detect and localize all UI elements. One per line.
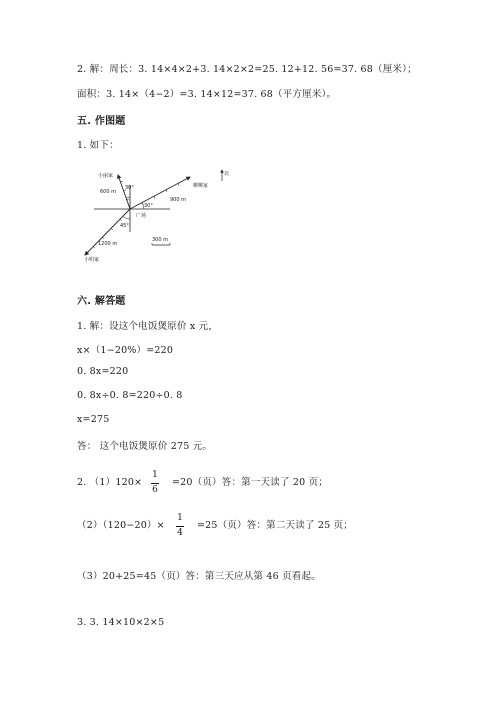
q2-part-1-suffix: =20（页）答：第一天读了 20 页； xyxy=(172,477,328,488)
angle-arc-north xyxy=(126,197,130,198)
label-300m-scale: 300 m xyxy=(152,237,169,243)
angle-label-east: 30° xyxy=(144,203,153,209)
q2-part-1-prefix: 2. （1）120× xyxy=(77,477,143,488)
north-label: 北 xyxy=(224,171,230,177)
label-xiaoming-home: 小明家 xyxy=(84,257,100,263)
q2-part-3: （3）20+25=45（页）答：第三天应从第 46 页看起。 xyxy=(77,571,321,582)
direction-liuliu xyxy=(130,177,190,209)
angle-label-southwest: 45° xyxy=(120,223,129,229)
q1-line-3: 0. 8x=220 xyxy=(77,366,129,377)
fraction-denominator: 4 xyxy=(177,528,183,538)
q2-part-2-suffix: =25（页）答：第二天读了 25 页； xyxy=(197,520,353,531)
q2-area-line: 面积：3. 14×（4−2）=3. 14×12=37. 68（平方厘米）。 xyxy=(77,89,337,100)
direction-xiaoli xyxy=(118,175,130,209)
section-5-heading: 五. 作图题 xyxy=(77,116,126,127)
fraction-denominator: 6 xyxy=(152,485,158,495)
label-600m: 600 m xyxy=(100,189,117,195)
label-1200m: 1200 m xyxy=(98,241,118,247)
fraction-bar xyxy=(176,526,184,527)
label-900m: 900 m xyxy=(170,197,187,203)
q1-answer: 答： 这个电饭煲原价 275 元。 xyxy=(77,441,213,452)
angle-arc-southwest xyxy=(123,216,130,219)
q1-line-5: x=275 xyxy=(77,414,110,425)
q2-part-2-prefix: （2）（120−20）× xyxy=(77,520,165,531)
direction-diagram xyxy=(82,167,242,267)
label-liuliu-home: 柳柳家 xyxy=(193,183,209,189)
q1-line-2: x×（1−20%）=220 xyxy=(77,345,174,356)
fraction-numerator: 1 xyxy=(177,513,183,523)
section-5-item-1: 1. 如下： xyxy=(77,140,119,151)
fraction-numerator: 1 xyxy=(152,470,158,480)
q1-line-4: 0. 8x÷0. 8=220÷0. 8 xyxy=(77,390,183,401)
section-6-heading: 六. 解答题 xyxy=(77,296,126,307)
label-square: 广场 xyxy=(136,213,147,219)
label-xiaoli-home: 小丽家 xyxy=(98,173,114,179)
q3-line: 3. 3. 14×10×2×5 xyxy=(77,617,165,628)
fraction-bar xyxy=(151,483,159,484)
q2-perimeter-line: 2. 解：周长：3. 14×4×2+3. 14×2×2=25. 12+12. 56=37. 68（厘米）； xyxy=(77,64,417,75)
q1-line-1: 1. 解：设这个电饭煲原价 x 元， xyxy=(77,321,219,332)
angle-label-north: 30° xyxy=(125,185,134,191)
